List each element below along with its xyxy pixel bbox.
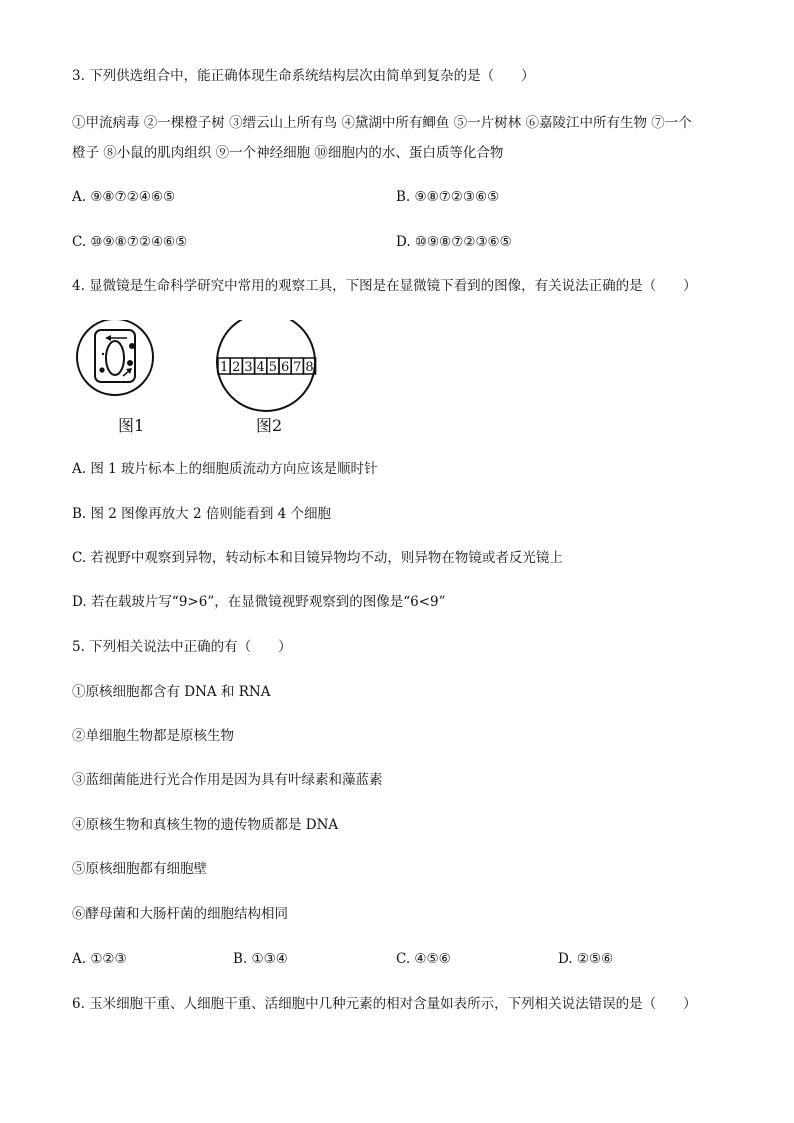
q3-items-line2: 橙子 ⑧小鼠的肌肉组织 ⑨一个神经细胞 ⑩细胞内的水、蛋白质等化合物 <box>72 145 504 161</box>
q3-option-d[interactable]: D. ⑩⑨⑧⑦②③⑥⑤ <box>396 234 512 250</box>
fig2-cell-number: 6 <box>280 360 290 375</box>
fig2-cell-number: 7 <box>293 360 302 375</box>
q5-statement-6: ⑥酵母菌和大肠杆菌的细胞结构相同 <box>72 906 288 922</box>
fig2-cell-number: 4 <box>256 360 265 375</box>
q5-statement-2: ②单细胞生物都是原核生物 <box>72 728 234 744</box>
fig2-cell-number: 2 <box>232 360 241 375</box>
q5-statement-5: ⑤原核细胞都有细胞壁 <box>72 861 207 877</box>
q5-option-c[interactable]: C. ④⑤⑥ <box>396 951 451 967</box>
q5-option-d[interactable]: D. ②⑤⑥ <box>558 951 614 967</box>
microscope-figure-svg <box>75 320 335 440</box>
q3-option-b[interactable]: B. ⑨⑧⑦②③⑥⑤ <box>396 189 500 205</box>
q4-option-c[interactable]: C. 若视野中观察到异物，转动标本和目镜异物均不动，则异物在物镜或者反光镜上 <box>72 550 563 566</box>
q4-option-d[interactable]: D. 若在载玻片写“9>6”，在显微镜视野观察到的图像是“6<9” <box>72 594 446 610</box>
q3-items-line1: ①甲流病毒 ②一棵橙子树 ③缙云山上所有鸟 ④黛湖中所有鲫鱼 ⑤一片树林 ⑥嘉陵江中所有生物 ⑦一个 <box>72 115 692 131</box>
fig1-chloroplast <box>102 353 104 355</box>
fig1-vacuole <box>106 341 124 375</box>
fig2-cell-number: 8 <box>305 360 314 375</box>
q3-option-c[interactable]: C. ⑩⑨⑧⑦②④⑥⑤ <box>72 234 188 250</box>
fig1-chloroplast <box>99 367 104 372</box>
q5-option-a[interactable]: A. ①②③ <box>72 951 127 967</box>
q3-option-a[interactable]: A. ⑨⑧⑦②④⑥⑤ <box>72 189 176 205</box>
q5-statement-1: ①原核细胞都含有 DNA 和 RNA <box>72 684 271 700</box>
q4-option-a[interactable]: A. 图 1 玻片标本上的细胞质流动方向应该是顺时针 <box>72 461 378 477</box>
q5-option-b[interactable]: B. ①③④ <box>233 951 288 967</box>
q3-stem: 3. 下列供选组合中，能正确体现生命系统结构层次由简单到复杂的是（ ） <box>72 68 535 84</box>
fig1-field-circle <box>77 320 153 395</box>
q4-option-b[interactable]: B. 图 2 图像再放大 2 倍则能看到 4 个细胞 <box>72 506 332 522</box>
fig1-chloroplast <box>129 343 135 349</box>
q6-stem: 6. 玉米细胞干重、人细胞干重、活细胞中几种元素的相对含量如表所示，下列相关说法错误的是（ ） <box>72 996 697 1012</box>
q4-stem: 4. 显微镜是生命科学研究中常用的观察工具，下图是在显微镜下看到的图像，有关说法正确的是（ ） <box>72 278 697 294</box>
fig1-chloroplast <box>127 360 133 366</box>
q5-stem: 5. 下列相关说法中正确的有（ ） <box>72 639 292 655</box>
q5-statement-3: ③蓝细菌能进行光合作用是因为具有叶绿素和藻蓝素 <box>72 772 383 788</box>
fig2-cell-number: 1 <box>219 360 229 375</box>
fig2-cell-row <box>218 358 316 375</box>
q5-statement-4: ④原核生物和真核生物的遗传物质都是 DNA <box>72 817 339 833</box>
fig1-label: 图1 <box>118 416 145 435</box>
microscope-figure <box>75 320 335 440</box>
fig2-cell-number: 3 <box>244 360 253 375</box>
fig2-cell-number: 5 <box>268 360 278 375</box>
fig1-flow-arrow-head <box>105 335 111 341</box>
fig2-label: 图2 <box>256 416 283 435</box>
